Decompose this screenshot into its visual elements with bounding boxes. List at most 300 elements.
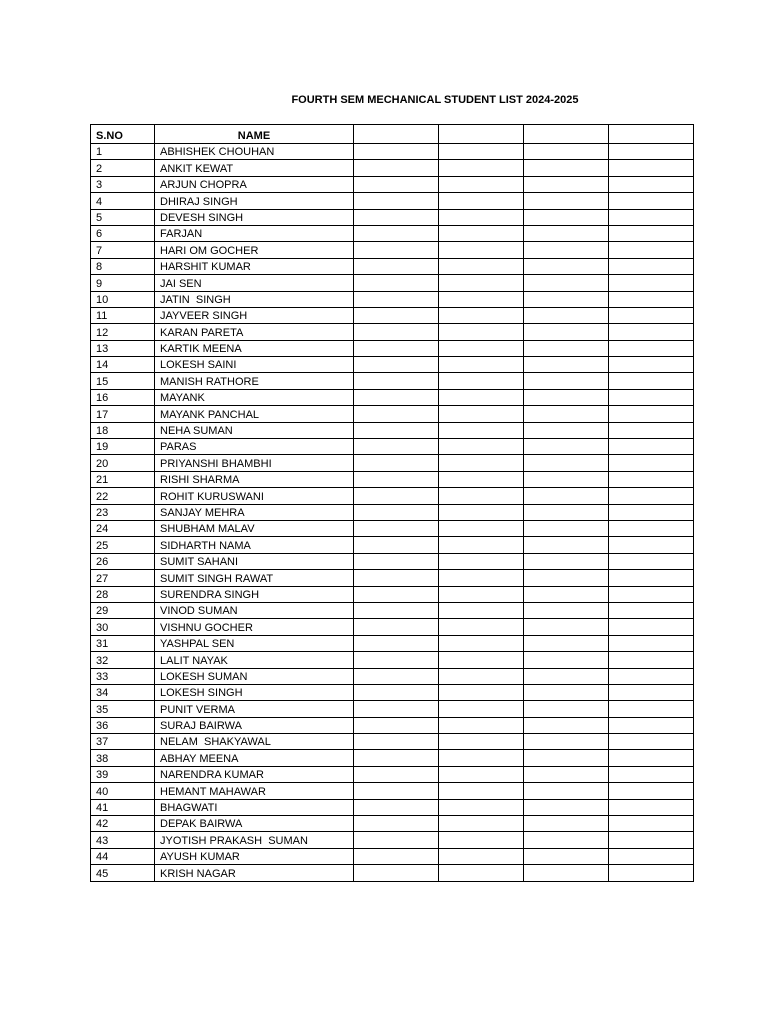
blank-cell bbox=[524, 865, 609, 881]
blank-cell bbox=[524, 717, 609, 733]
blank-cell bbox=[439, 832, 524, 848]
serial-number-cell: 7 bbox=[91, 242, 155, 258]
blank-cell bbox=[609, 668, 694, 684]
table-row bbox=[91, 291, 694, 307]
blank-cell bbox=[609, 488, 694, 504]
student-name-cell: SIDHARTH NAMA bbox=[155, 537, 354, 553]
table-row bbox=[91, 160, 694, 176]
blank-cell bbox=[354, 701, 439, 717]
blank-cell bbox=[439, 668, 524, 684]
blank-cell bbox=[354, 848, 439, 864]
blank-cell bbox=[439, 242, 524, 258]
table-row bbox=[91, 586, 694, 602]
student-name-cell: LOKESH SUMAN bbox=[155, 668, 354, 684]
blank-cell bbox=[524, 652, 609, 668]
blank-cell bbox=[439, 209, 524, 225]
table-row bbox=[91, 635, 694, 651]
blank-cell bbox=[524, 455, 609, 471]
serial-number-cell: 29 bbox=[91, 602, 155, 618]
serial-number-cell: 17 bbox=[91, 406, 155, 422]
blank-cell bbox=[524, 406, 609, 422]
student-name-cell: AYUSH KUMAR bbox=[155, 848, 354, 864]
blank-cell bbox=[354, 504, 439, 520]
blank-cell bbox=[609, 471, 694, 487]
blank-cell bbox=[354, 455, 439, 471]
blank-cell bbox=[524, 684, 609, 700]
student-list-table bbox=[90, 124, 694, 882]
blank-cell bbox=[354, 816, 439, 832]
blank-cell bbox=[609, 635, 694, 651]
blank-cell bbox=[524, 766, 609, 782]
table-row bbox=[91, 684, 694, 700]
blank-cell bbox=[354, 275, 439, 291]
blank-cell bbox=[524, 324, 609, 340]
blank-cell bbox=[609, 324, 694, 340]
blank-cell bbox=[609, 750, 694, 766]
blank-cell bbox=[609, 225, 694, 241]
blank-cell bbox=[354, 160, 439, 176]
blank-cell bbox=[609, 865, 694, 881]
blank-cell bbox=[439, 602, 524, 618]
student-name-cell: KARAN PARETA bbox=[155, 324, 354, 340]
serial-number-cell: 14 bbox=[91, 357, 155, 373]
blank-cell bbox=[609, 275, 694, 291]
blank-cell bbox=[354, 652, 439, 668]
table-row bbox=[91, 242, 694, 258]
blank-cell bbox=[354, 865, 439, 881]
blank-cell bbox=[439, 455, 524, 471]
blank-cell bbox=[524, 160, 609, 176]
serial-number-cell: 40 bbox=[91, 783, 155, 799]
blank-cell bbox=[524, 602, 609, 618]
student-name-cell: VISHNU GOCHER bbox=[155, 619, 354, 635]
table-row bbox=[91, 816, 694, 832]
student-name-cell: BHAGWATI bbox=[155, 799, 354, 815]
blank-cell bbox=[439, 422, 524, 438]
blank-cell bbox=[439, 750, 524, 766]
serial-number-cell: 26 bbox=[91, 553, 155, 569]
blank-header-cell bbox=[439, 125, 524, 144]
blank-cell bbox=[354, 602, 439, 618]
table-row bbox=[91, 144, 694, 160]
table-row bbox=[91, 750, 694, 766]
table-header-row bbox=[91, 125, 694, 144]
serial-number-cell: 39 bbox=[91, 766, 155, 782]
blank-cell bbox=[524, 258, 609, 274]
blank-cell bbox=[354, 783, 439, 799]
student-name-cell: ARJUN CHOPRA bbox=[155, 176, 354, 192]
blank-cell bbox=[439, 717, 524, 733]
table-row bbox=[91, 701, 694, 717]
serial-number-cell: 13 bbox=[91, 340, 155, 356]
blank-cell bbox=[609, 340, 694, 356]
blank-cell bbox=[524, 586, 609, 602]
serial-number-cell: 35 bbox=[91, 701, 155, 717]
student-name-cell: JAI SEN bbox=[155, 275, 354, 291]
student-name-cell: JAYVEER SINGH bbox=[155, 307, 354, 323]
serial-number-cell: 22 bbox=[91, 488, 155, 504]
blank-cell bbox=[439, 553, 524, 569]
serial-number-cell: 3 bbox=[91, 176, 155, 192]
blank-cell bbox=[524, 357, 609, 373]
blank-cell bbox=[439, 635, 524, 651]
blank-cell bbox=[524, 832, 609, 848]
table-row bbox=[91, 848, 694, 864]
blank-cell bbox=[524, 488, 609, 504]
student-name-cell: SANJAY MEHRA bbox=[155, 504, 354, 520]
blank-cell bbox=[524, 275, 609, 291]
serial-number-cell: 43 bbox=[91, 832, 155, 848]
serial-number-cell: 1 bbox=[91, 144, 155, 160]
blank-cell bbox=[439, 225, 524, 241]
blank-cell bbox=[609, 520, 694, 536]
blank-cell bbox=[609, 193, 694, 209]
blank-cell bbox=[354, 570, 439, 586]
blank-cell bbox=[609, 619, 694, 635]
table-row bbox=[91, 373, 694, 389]
blank-cell bbox=[439, 652, 524, 668]
blank-cell bbox=[439, 406, 524, 422]
table-row bbox=[91, 193, 694, 209]
name-header: NAME bbox=[155, 125, 354, 144]
blank-cell bbox=[354, 340, 439, 356]
table-row bbox=[91, 176, 694, 192]
blank-cell bbox=[524, 816, 609, 832]
blank-cell bbox=[524, 373, 609, 389]
table-row bbox=[91, 652, 694, 668]
student-name-cell: VINOD SUMAN bbox=[155, 602, 354, 618]
blank-cell bbox=[439, 537, 524, 553]
blank-cell bbox=[524, 537, 609, 553]
serial-number-cell: 18 bbox=[91, 422, 155, 438]
table-row bbox=[91, 537, 694, 553]
blank-cell bbox=[439, 258, 524, 274]
student-name-cell: DEVESH SINGH bbox=[155, 209, 354, 225]
blank-cell bbox=[609, 258, 694, 274]
blank-cell bbox=[609, 684, 694, 700]
blank-cell bbox=[609, 766, 694, 782]
table-row bbox=[91, 275, 694, 291]
blank-cell bbox=[609, 160, 694, 176]
blank-cell bbox=[524, 242, 609, 258]
blank-cell bbox=[354, 553, 439, 569]
blank-cell bbox=[354, 717, 439, 733]
blank-cell bbox=[524, 389, 609, 405]
student-name-cell: NARENDRA KUMAR bbox=[155, 766, 354, 782]
serial-number-cell: 4 bbox=[91, 193, 155, 209]
blank-cell bbox=[609, 406, 694, 422]
blank-cell bbox=[524, 799, 609, 815]
serial-number-cell: 38 bbox=[91, 750, 155, 766]
blank-cell bbox=[524, 225, 609, 241]
student-name-cell: HARI OM GOCHER bbox=[155, 242, 354, 258]
serial-number-cell: 33 bbox=[91, 668, 155, 684]
blank-cell bbox=[354, 242, 439, 258]
student-name-cell: PARAS bbox=[155, 439, 354, 455]
serial-number-cell: 6 bbox=[91, 225, 155, 241]
blank-cell bbox=[439, 783, 524, 799]
student-name-cell: LOKESH SINGH bbox=[155, 684, 354, 700]
student-name-cell: LOKESH SAINI bbox=[155, 357, 354, 373]
blank-cell bbox=[439, 357, 524, 373]
blank-cell bbox=[524, 619, 609, 635]
table-row bbox=[91, 570, 694, 586]
student-name-cell: DEPAK BAIRWA bbox=[155, 816, 354, 832]
blank-cell bbox=[609, 832, 694, 848]
serial-number-cell: 25 bbox=[91, 537, 155, 553]
blank-cell bbox=[524, 701, 609, 717]
table-row bbox=[91, 422, 694, 438]
serial-number-cell: 5 bbox=[91, 209, 155, 225]
blank-cell bbox=[439, 144, 524, 160]
serial-number-cell: 45 bbox=[91, 865, 155, 881]
blank-cell bbox=[524, 291, 609, 307]
blank-cell bbox=[609, 816, 694, 832]
serial-number-cell: 44 bbox=[91, 848, 155, 864]
blank-cell bbox=[439, 291, 524, 307]
blank-cell bbox=[524, 520, 609, 536]
student-name-cell: FARJAN bbox=[155, 225, 354, 241]
blank-cell bbox=[354, 406, 439, 422]
blank-cell bbox=[524, 307, 609, 323]
blank-cell bbox=[439, 865, 524, 881]
student-name-cell: SUMIT SAHANI bbox=[155, 553, 354, 569]
student-name-cell: SUMIT SINGH RAWAT bbox=[155, 570, 354, 586]
blank-cell bbox=[524, 570, 609, 586]
blank-cell bbox=[354, 357, 439, 373]
blank-cell bbox=[609, 209, 694, 225]
blank-cell bbox=[439, 520, 524, 536]
serial-number-cell: 27 bbox=[91, 570, 155, 586]
blank-cell bbox=[354, 225, 439, 241]
blank-cell bbox=[609, 291, 694, 307]
blank-cell bbox=[609, 783, 694, 799]
blank-cell bbox=[609, 242, 694, 258]
student-name-cell: SURAJ BAIRWA bbox=[155, 717, 354, 733]
student-name-cell: PUNIT VERMA bbox=[155, 701, 354, 717]
blank-cell bbox=[609, 586, 694, 602]
student-name-cell: NELAM SHAKYAWAL bbox=[155, 734, 354, 750]
blank-cell bbox=[354, 586, 439, 602]
blank-cell bbox=[354, 471, 439, 487]
blank-cell bbox=[354, 176, 439, 192]
blank-cell bbox=[439, 275, 524, 291]
student-name-cell: MAYANK PANCHAL bbox=[155, 406, 354, 422]
student-name-cell: LALIT NAYAK bbox=[155, 652, 354, 668]
student-name-cell: DHIRAJ SINGH bbox=[155, 193, 354, 209]
serial-number-cell: 11 bbox=[91, 307, 155, 323]
blank-cell bbox=[609, 307, 694, 323]
serial-number-cell: 15 bbox=[91, 373, 155, 389]
table-row bbox=[91, 439, 694, 455]
blank-cell bbox=[609, 504, 694, 520]
blank-cell bbox=[524, 734, 609, 750]
serial-number-cell: 9 bbox=[91, 275, 155, 291]
blank-cell bbox=[609, 602, 694, 618]
blank-cell bbox=[439, 176, 524, 192]
blank-cell bbox=[354, 832, 439, 848]
student-name-cell: SHUBHAM MALAV bbox=[155, 520, 354, 536]
student-name-cell: ANKIT KEWAT bbox=[155, 160, 354, 176]
student-name-cell: ROHIT KURUSWANI bbox=[155, 488, 354, 504]
student-name-cell: SURENDRA SINGH bbox=[155, 586, 354, 602]
blank-cell bbox=[439, 340, 524, 356]
table-row bbox=[91, 488, 694, 504]
blank-cell bbox=[439, 570, 524, 586]
serial-number-cell: 8 bbox=[91, 258, 155, 274]
table-row bbox=[91, 389, 694, 405]
blank-cell bbox=[354, 439, 439, 455]
table-row bbox=[91, 832, 694, 848]
table-body bbox=[91, 144, 694, 882]
blank-cell bbox=[609, 717, 694, 733]
blank-cell bbox=[354, 619, 439, 635]
table-row bbox=[91, 717, 694, 733]
blank-cell bbox=[439, 488, 524, 504]
serial-number-cell: 23 bbox=[91, 504, 155, 520]
student-name-cell: JATIN SINGH bbox=[155, 291, 354, 307]
blank-cell bbox=[354, 537, 439, 553]
blank-cell bbox=[524, 750, 609, 766]
table-row bbox=[91, 471, 694, 487]
blank-cell bbox=[354, 766, 439, 782]
blank-cell bbox=[354, 258, 439, 274]
table-row bbox=[91, 209, 694, 225]
blank-cell bbox=[609, 848, 694, 864]
serial-number-cell: 28 bbox=[91, 586, 155, 602]
blank-cell bbox=[524, 553, 609, 569]
student-name-cell: JYOTISH PRAKASH SUMAN bbox=[155, 832, 354, 848]
table-row bbox=[91, 766, 694, 782]
blank-cell bbox=[609, 553, 694, 569]
blank-cell bbox=[439, 439, 524, 455]
student-name-cell: NEHA SUMAN bbox=[155, 422, 354, 438]
blank-cell bbox=[609, 652, 694, 668]
table-row bbox=[91, 619, 694, 635]
blank-cell bbox=[354, 684, 439, 700]
blank-cell bbox=[524, 439, 609, 455]
table-row bbox=[91, 734, 694, 750]
blank-cell bbox=[439, 324, 524, 340]
blank-cell bbox=[354, 734, 439, 750]
blank-header-cell bbox=[354, 125, 439, 144]
blank-cell bbox=[439, 799, 524, 815]
serial-number-cell: 42 bbox=[91, 816, 155, 832]
blank-cell bbox=[439, 193, 524, 209]
table-row bbox=[91, 799, 694, 815]
student-name-cell: RISHI SHARMA bbox=[155, 471, 354, 487]
blank-cell bbox=[354, 635, 439, 651]
blank-cell bbox=[439, 816, 524, 832]
table-row bbox=[91, 324, 694, 340]
student-name-cell: MAYANK bbox=[155, 389, 354, 405]
blank-cell bbox=[354, 799, 439, 815]
blank-cell bbox=[609, 373, 694, 389]
serial-number-cell: 34 bbox=[91, 684, 155, 700]
blank-cell bbox=[609, 389, 694, 405]
table-row bbox=[91, 865, 694, 881]
blank-cell bbox=[354, 422, 439, 438]
serial-number-cell: 31 bbox=[91, 635, 155, 651]
blank-cell bbox=[439, 471, 524, 487]
blank-cell bbox=[609, 144, 694, 160]
blank-cell bbox=[439, 684, 524, 700]
serial-number-cell: 30 bbox=[91, 619, 155, 635]
student-name-cell: HARSHIT KUMAR bbox=[155, 258, 354, 274]
blank-cell bbox=[524, 471, 609, 487]
table-row bbox=[91, 553, 694, 569]
student-name-cell: ABHISHEK CHOUHAN bbox=[155, 144, 354, 160]
student-name-cell: KARTIK MEENA bbox=[155, 340, 354, 356]
blank-cell bbox=[354, 750, 439, 766]
blank-cell bbox=[524, 176, 609, 192]
blank-cell bbox=[524, 668, 609, 684]
blank-cell bbox=[609, 439, 694, 455]
serial-number-cell: 36 bbox=[91, 717, 155, 733]
serial-number-cell: 19 bbox=[91, 439, 155, 455]
blank-cell bbox=[439, 307, 524, 323]
blank-cell bbox=[354, 209, 439, 225]
blank-cell bbox=[354, 193, 439, 209]
table-row bbox=[91, 340, 694, 356]
blank-cell bbox=[439, 701, 524, 717]
blank-cell bbox=[439, 734, 524, 750]
student-name-cell: MANISH RATHORE bbox=[155, 373, 354, 389]
blank-cell bbox=[354, 291, 439, 307]
blank-cell bbox=[354, 373, 439, 389]
blank-cell bbox=[439, 766, 524, 782]
blank-cell bbox=[609, 799, 694, 815]
table-row bbox=[91, 225, 694, 241]
table-row bbox=[91, 504, 694, 520]
table-row bbox=[91, 258, 694, 274]
blank-cell bbox=[524, 635, 609, 651]
blank-cell bbox=[609, 455, 694, 471]
blank-cell bbox=[609, 734, 694, 750]
blank-cell bbox=[439, 373, 524, 389]
table-row bbox=[91, 783, 694, 799]
blank-cell bbox=[524, 209, 609, 225]
table-row bbox=[91, 406, 694, 422]
serial-number-cell: 16 bbox=[91, 389, 155, 405]
serial-number-cell: 10 bbox=[91, 291, 155, 307]
serial-number-cell: 32 bbox=[91, 652, 155, 668]
serial-number-cell: 12 bbox=[91, 324, 155, 340]
blank-cell bbox=[524, 144, 609, 160]
blank-header-cell bbox=[609, 125, 694, 144]
blank-cell bbox=[609, 422, 694, 438]
serial-number-cell: 37 bbox=[91, 734, 155, 750]
serial-number-cell: 2 bbox=[91, 160, 155, 176]
blank-cell bbox=[609, 570, 694, 586]
blank-cell bbox=[609, 357, 694, 373]
student-name-cell: YASHPAL SEN bbox=[155, 635, 354, 651]
blank-cell bbox=[524, 783, 609, 799]
blank-cell bbox=[354, 144, 439, 160]
blank-cell bbox=[609, 537, 694, 553]
student-name-cell: PRIYANSHI BHAMBHI bbox=[155, 455, 354, 471]
serial-number-cell: 20 bbox=[91, 455, 155, 471]
blank-cell bbox=[354, 307, 439, 323]
blank-cell bbox=[439, 619, 524, 635]
table-row bbox=[91, 520, 694, 536]
serial-number-cell: 24 bbox=[91, 520, 155, 536]
blank-cell bbox=[354, 389, 439, 405]
blank-cell bbox=[524, 193, 609, 209]
blank-cell bbox=[609, 176, 694, 192]
blank-cell bbox=[354, 324, 439, 340]
student-name-cell: ABHAY MEENA bbox=[155, 750, 354, 766]
